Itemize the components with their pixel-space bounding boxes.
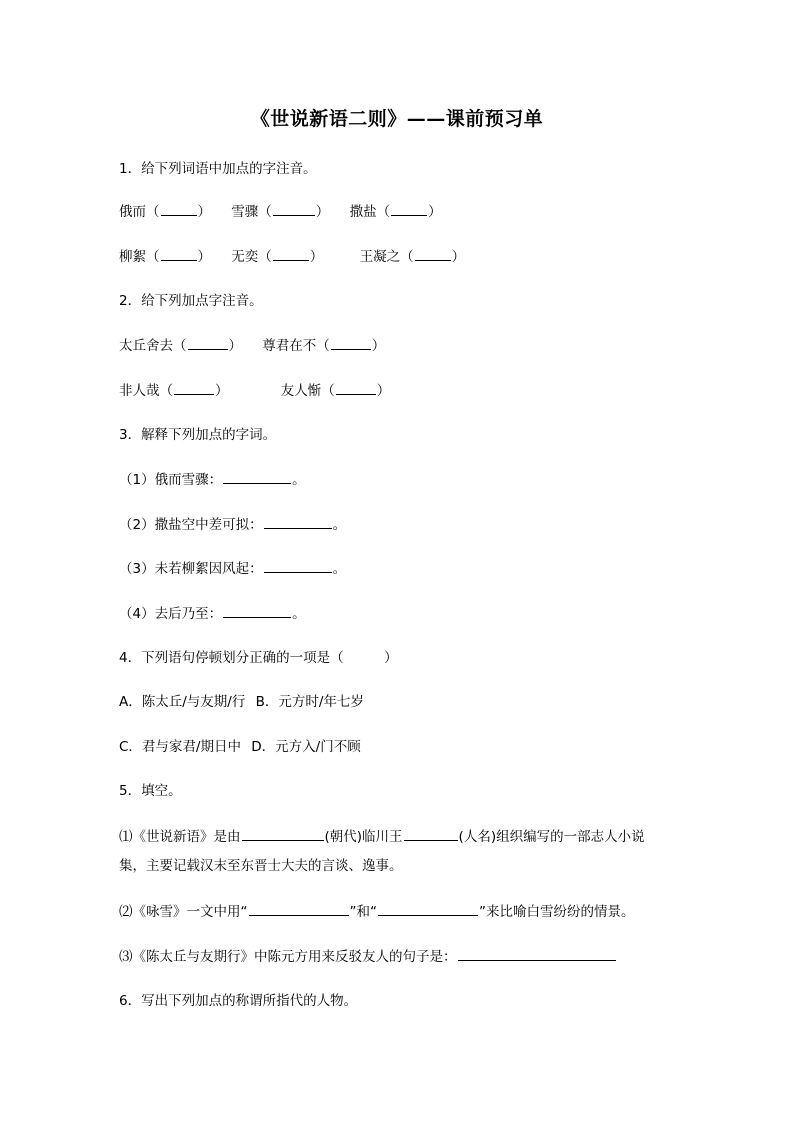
question-2-stem: 2．给下列加点字注音。 bbox=[119, 293, 263, 309]
answer-blank[interactable] bbox=[242, 827, 324, 841]
q3-item-3: （3）未若柳絮因风起： 。 bbox=[119, 561, 347, 577]
question-5-stem: 5．填空。 bbox=[119, 783, 182, 799]
option-a[interactable]: A．陈太丘/与友期/行 bbox=[119, 694, 246, 710]
answer-blank[interactable] bbox=[458, 947, 616, 961]
question-1-row-2 bbox=[119, 247, 465, 266]
question-6-stem: 6．写出下列加点的称谓所指代的人物。 bbox=[119, 993, 358, 1009]
option-d[interactable]: D．元方入/门不顾 bbox=[251, 739, 361, 755]
q3-item-4: （4）去后乃至： 。 bbox=[119, 606, 306, 622]
option-c[interactable]: C．君与家君/期日中 bbox=[119, 739, 241, 755]
question-1-stem: 1．给下列词语中加点的字注音。 bbox=[119, 161, 317, 177]
q2-item-1: 太丘舍去（ ） bbox=[119, 338, 242, 354]
q1-item-2: 雪骤（ ） bbox=[231, 204, 330, 220]
answer-blank[interactable] bbox=[336, 381, 376, 395]
answer-blank[interactable] bbox=[188, 336, 228, 350]
q2-item-4: 友人惭（ ） bbox=[280, 383, 391, 399]
answer-blank[interactable] bbox=[331, 336, 371, 350]
question-3-stem: 3．解释下列加点的字词。 bbox=[119, 427, 277, 443]
answer-blank[interactable] bbox=[161, 247, 197, 261]
q1-item-6: 王凝之（ ） bbox=[359, 249, 466, 265]
answer-blank[interactable] bbox=[249, 902, 349, 916]
q5-sentence-2: ⑵《咏雪》一文中用“ ”和“ ”来比喻白雪纷纷的情景。 bbox=[119, 904, 635, 920]
answer-blank[interactable] bbox=[174, 381, 214, 395]
q4-options-row-1 bbox=[119, 693, 364, 711]
q1-item-5: 无奕（ ） bbox=[231, 249, 324, 265]
answer-blank[interactable] bbox=[415, 247, 451, 261]
answer-blank[interactable] bbox=[391, 202, 427, 216]
answer-blank[interactable] bbox=[264, 515, 332, 529]
page-title: 《世说新语二则》——课前预习单 bbox=[250, 108, 544, 130]
answer-blank[interactable] bbox=[273, 247, 309, 261]
q2-item-3: 非人哉（ ） bbox=[119, 383, 229, 399]
answer-blank[interactable] bbox=[264, 559, 332, 573]
answer-blank[interactable] bbox=[404, 827, 458, 841]
answer-blank[interactable] bbox=[161, 202, 197, 216]
question-4-stem: 4．下列语句停顿划分正确的一项是（ ） bbox=[119, 650, 398, 666]
q5-sentence-3: ⑶《陈太丘与友期行》中陈元方用来反驳友人的句子是： bbox=[119, 947, 617, 966]
q3-item-1: （1）俄而雪骤： 。 bbox=[119, 472, 306, 488]
question-1-row-1 bbox=[119, 202, 442, 221]
answer-blank[interactable] bbox=[273, 202, 315, 216]
q1-item-4: 柳絮（ ） bbox=[119, 249, 211, 265]
option-b[interactable]: B．元方时/年七岁 bbox=[255, 694, 364, 710]
q1-item-1: 俄而（ ） bbox=[119, 204, 211, 220]
answer-blank[interactable] bbox=[223, 604, 291, 618]
answer-blank[interactable] bbox=[223, 470, 291, 484]
q3-item-2: （2）撒盐空中差可拟： 。 bbox=[119, 517, 347, 533]
q5-sentence-1: ⑴《世说新语》是由 (朝代)临川王 (人名)组织编写的一部志人小说 bbox=[119, 829, 645, 845]
q2-item-2: 尊君在不（ ） bbox=[262, 338, 386, 354]
q1-item-3: 撒盐（ ） bbox=[349, 204, 442, 220]
q5-sentence-1-cont: 集，主要记载汉末至东晋士大夫的言谈、逸事。 bbox=[119, 858, 403, 874]
question-2-row-1 bbox=[119, 336, 385, 355]
answer-blank[interactable] bbox=[378, 902, 478, 916]
q4-options-row-2 bbox=[119, 738, 361, 756]
question-2-row-2 bbox=[119, 381, 390, 400]
